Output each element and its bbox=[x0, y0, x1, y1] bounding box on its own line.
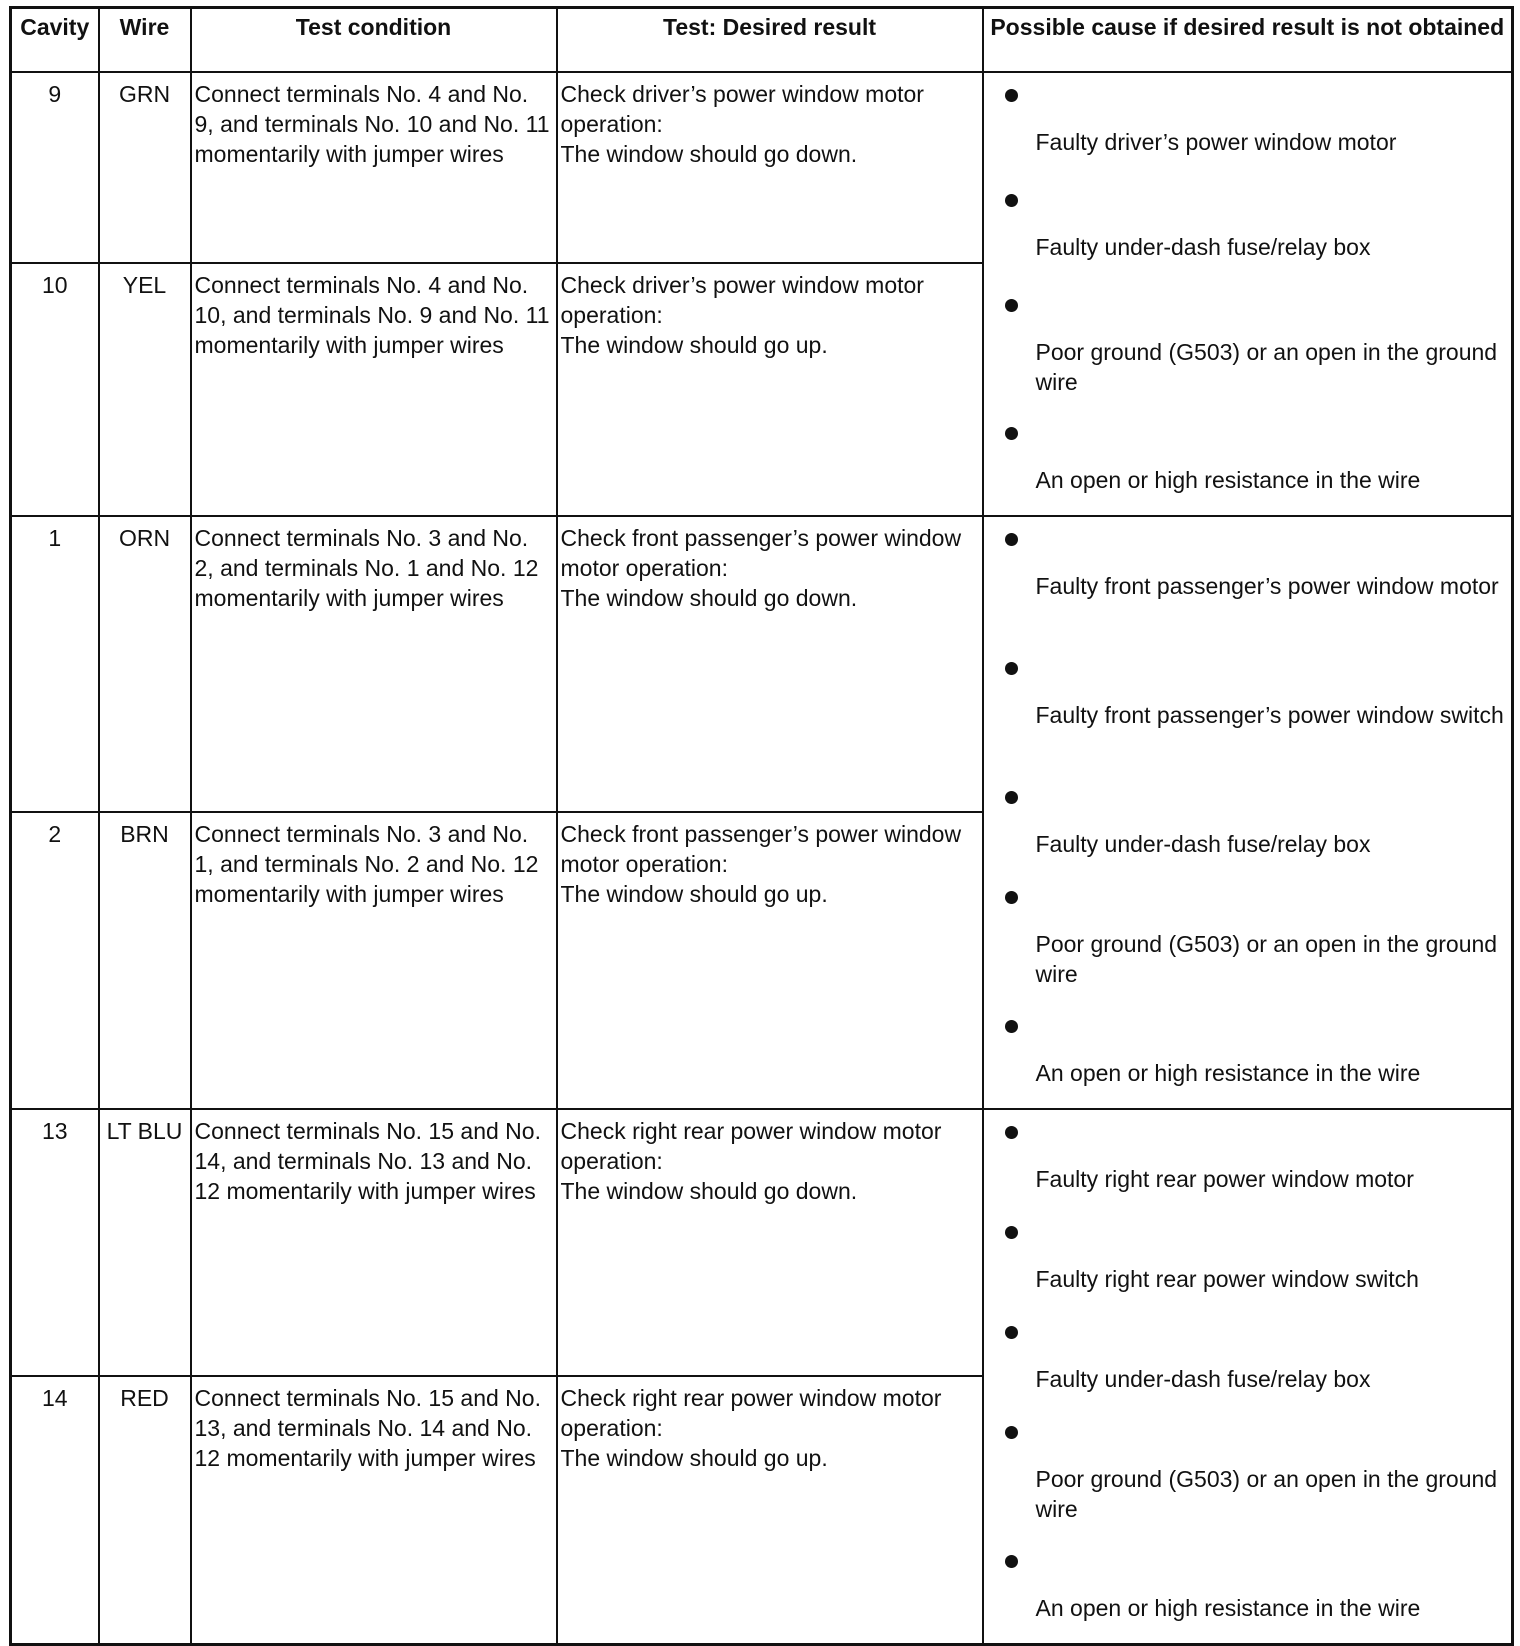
cause-list-item bbox=[1004, 415, 1506, 515]
wire-cell: BRN bbox=[99, 812, 191, 1109]
possible-cause-cell bbox=[983, 72, 1513, 516]
bullet-icon bbox=[1005, 1326, 1018, 1339]
bullet-icon bbox=[1005, 1126, 1018, 1139]
cause-text: Poor ground (G503) or an open in the ground wire bbox=[1035, 930, 1498, 987]
result-expected-text: The window should go down. bbox=[560, 1177, 858, 1204]
result-expected-text: The window should go up. bbox=[560, 332, 828, 359]
cause-list-item bbox=[1004, 779, 1506, 879]
result-expected-text: The window should go down. bbox=[560, 140, 858, 167]
result-check-text: Check right rear power window motor operation: bbox=[560, 1385, 942, 1442]
possible-cause-cell bbox=[983, 516, 1513, 1109]
desired-result-cell bbox=[557, 516, 983, 813]
test-condition-cell: Connect terminals No. 4 and No. 10, and terminals No. 9 and No. 11 momentarily with jumper wires bbox=[191, 263, 557, 515]
cause-list-item bbox=[1004, 521, 1506, 650]
cause-list-item bbox=[1004, 182, 1506, 287]
cause-text: Faulty driver’s power window motor bbox=[1035, 128, 1397, 155]
cause-text: Faulty right rear power window motor bbox=[1035, 1165, 1414, 1192]
result-expected-text: The window should go up. bbox=[560, 881, 828, 907]
bullet-icon bbox=[1005, 891, 1018, 904]
bullet-icon bbox=[1005, 1426, 1018, 1439]
cavity-cell: 10 bbox=[11, 263, 99, 515]
result-check-text: Check driver’s power window motor operation: bbox=[560, 272, 924, 329]
header-wire: Wire bbox=[99, 8, 191, 72]
wire-cell: GRN bbox=[99, 72, 191, 264]
wire-cell: YEL bbox=[99, 263, 191, 515]
desired-result-cell bbox=[557, 263, 983, 515]
bullet-icon bbox=[1005, 299, 1018, 312]
cause-list-item bbox=[1004, 287, 1506, 415]
wire-cell: ORN bbox=[99, 516, 191, 813]
desired-result-cell bbox=[557, 812, 983, 1109]
bullet-icon bbox=[1005, 662, 1018, 675]
cause-text: An open or high resistance in the wire bbox=[1035, 466, 1421, 493]
power-window-test-table bbox=[9, 6, 1514, 1646]
cause-text: An open or high resistance in the wire bbox=[1035, 1059, 1421, 1086]
header-test-condition: Test condition bbox=[191, 8, 557, 72]
cause-text: Faulty front passenger’s power window motor bbox=[1035, 572, 1499, 599]
document-page bbox=[9, 6, 1511, 1640]
desired-result-cell bbox=[557, 72, 983, 264]
bullet-icon bbox=[1005, 533, 1018, 546]
cause-list-item bbox=[1004, 1114, 1506, 1214]
bullet-icon bbox=[1005, 89, 1018, 102]
result-check-text: Check driver’s power window motor operation: bbox=[560, 80, 924, 137]
cause-text: Faulty under-dash fuse/relay box bbox=[1035, 830, 1371, 857]
desired-result-cell bbox=[557, 1376, 983, 1644]
bullet-icon bbox=[1005, 1020, 1018, 1033]
cavity-cell: 9 bbox=[11, 72, 99, 264]
cavity-cell: 13 bbox=[11, 1109, 99, 1377]
cause-list-item bbox=[1004, 1543, 1506, 1643]
bullet-icon bbox=[1005, 1555, 1018, 1568]
cause-text: Faulty front passenger’s power window switch bbox=[1035, 701, 1504, 728]
result-check-text: Check front passenger’s power window motor operation: bbox=[560, 821, 962, 877]
possible-cause-cell bbox=[983, 1109, 1513, 1645]
cause-list-item bbox=[1004, 1008, 1506, 1108]
bullet-icon bbox=[1005, 427, 1018, 440]
table-row bbox=[11, 72, 1513, 264]
cavity-cell: 1 bbox=[11, 516, 99, 813]
test-condition-cell: Connect terminals No. 3 and No. 1, and terminals No. 2 and No. 12 momentarily with jumper wires bbox=[191, 812, 557, 1109]
result-check-text: Check front passenger’s power window motor operation: bbox=[560, 524, 962, 581]
cause-list-item bbox=[1004, 77, 1506, 182]
table-row bbox=[11, 516, 1513, 813]
result-check-text: Check right rear power window motor operation: bbox=[560, 1117, 942, 1174]
header-possible-cause: Possible cause if desired result is not obtained bbox=[983, 8, 1513, 72]
table-row bbox=[11, 1109, 1513, 1377]
cause-text: Faulty under-dash fuse/relay box bbox=[1035, 1365, 1371, 1392]
result-expected-text: The window should go down. bbox=[560, 584, 858, 611]
cause-list-item bbox=[1004, 1414, 1506, 1543]
test-condition-cell: Connect terminals No. 4 and No. 9, and terminals No. 10 and No. 11 momentarily with jumper wires bbox=[191, 72, 557, 264]
cause-list-item bbox=[1004, 650, 1506, 779]
desired-result-cell bbox=[557, 1109, 983, 1377]
wire-cell: RED bbox=[99, 1376, 191, 1644]
cause-text: Poor ground (G503) or an open in the ground wire bbox=[1035, 1465, 1498, 1522]
header-desired-result: Test: Desired result bbox=[557, 8, 983, 72]
cause-list-item bbox=[1004, 1214, 1506, 1314]
wire-cell: LT BLU bbox=[99, 1109, 191, 1377]
bullet-icon bbox=[1005, 1226, 1018, 1239]
cause-text: Poor ground (G503) or an open in the ground wire bbox=[1035, 338, 1498, 395]
cause-list-item bbox=[1004, 879, 1506, 1008]
cause-text: Faulty right rear power window switch bbox=[1035, 1265, 1419, 1292]
header-row bbox=[11, 8, 1513, 72]
cavity-cell: 2 bbox=[11, 812, 99, 1109]
test-condition-cell: Connect terminals No. 15 and No. 13, and terminals No. 14 and No. 12 momentarily with jumper wires bbox=[191, 1376, 557, 1644]
test-condition-cell: Connect terminals No. 15 and No. 14, and terminals No. 13 and No. 12 momentarily with jumper wires bbox=[191, 1109, 557, 1377]
cause-list-item bbox=[1004, 1314, 1506, 1414]
bullet-icon bbox=[1005, 194, 1018, 207]
cause-text: An open or high resistance in the wire bbox=[1035, 1594, 1421, 1621]
test-condition-cell: Connect terminals No. 3 and No. 2, and terminals No. 1 and No. 12 momentarily with jumper wires bbox=[191, 516, 557, 813]
header-cavity: Cavity bbox=[11, 8, 99, 72]
cavity-cell: 14 bbox=[11, 1376, 99, 1644]
result-expected-text: The window should go up. bbox=[560, 1445, 828, 1472]
cause-text: Faulty under-dash fuse/relay box bbox=[1035, 233, 1371, 260]
bullet-icon bbox=[1005, 791, 1018, 804]
